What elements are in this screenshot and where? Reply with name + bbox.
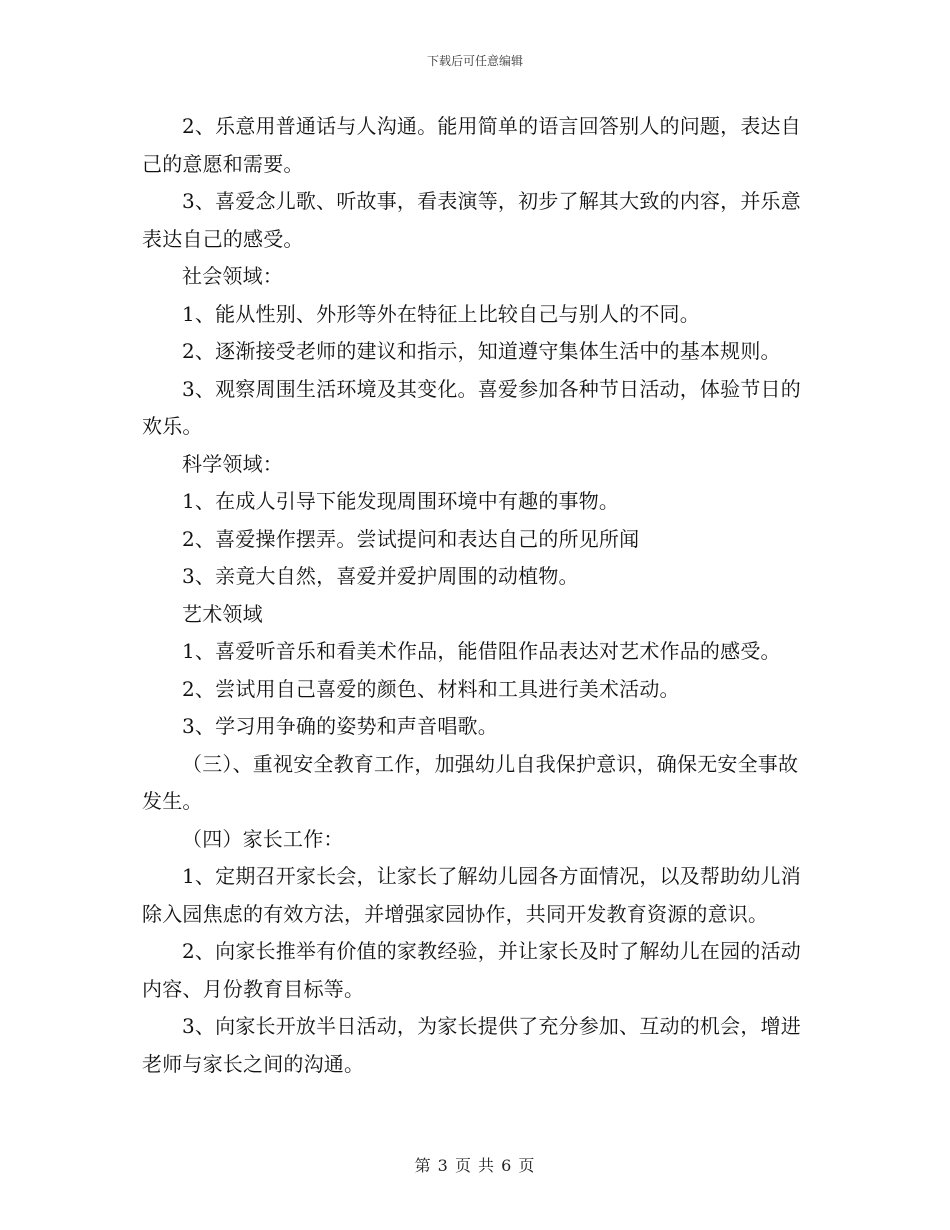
paragraph: 3、观察周围生活环境及其变化。喜爱参加各种节日活动，体验节日的欢乐。 [142,376,801,438]
paragraph: 3、喜爱念儿歌、听故事，看表演等，初步了解其大致的内容，并乐意表达自己的感受。 [142,189,801,251]
paragraph: 2、逐渐接受老师的建议和指示，知道遵守集体生活中的基本规则。 [182,339,781,363]
paragraph: 2、喜爱操作摆弄。尝试提问和表达自己的所见所闻 [182,526,640,551]
paragraph: 2、向家长推举有价值的家教经验，并让家长及时了解幼儿在园的活动内容、月份教育目标等。 [142,939,801,1001]
paragraph: 3、向家长开放半日活动，为家长提供了充分参加、互动的机会，增进老师与家长之间的沟通。 [142,1014,801,1076]
paragraph: 1、定期召开家长会，让家长了解幼儿园各方面情况，以及帮助幼儿消除入园焦虑的有效方法，并增强家园协作，共同开发教育资源的意识。 [142,864,801,926]
paragraph: 2、乐意用普通话与人沟通。能用简单的语言回答别人的问题，表达自己的意愿和需要。 [142,114,801,176]
document-body [142,108,812,1083]
page-number-footer: 第 3 页 共 6 页 [414,1156,536,1175]
section-heading-art: 艺术领域 [182,601,263,626]
page-header-note: 下载后可任意编辑 [426,54,523,68]
paragraph: 1、喜爱听音乐和看美术作品，能借阻作品表达对艺术作品的感受。 [182,639,781,663]
section-heading-social: 社会领域： [182,264,283,288]
section-heading-parents: （四）家长工作： [182,826,344,851]
paragraph: 2、尝试用自己喜爱的颜色、材料和工具进行美术活动。 [182,676,680,701]
paragraph: 1、在成人引导下能发现周围环境中有趣的事物。 [182,489,620,513]
section-heading-science: 科学领域： [182,451,283,476]
paragraph: 3、学习用争确的姿势和声音唱歌。 [182,714,498,738]
paragraph: 1、能从性别、外形等外在特征上比较自己与别人的不同。 [182,301,700,326]
section-heading-safety: （三）、重视安全教育工作，加强幼儿自我保护意识，确保无安全事故发生。 [142,751,799,813]
paragraph: 3、亲竟大自然，喜爱并爱护周围的动植物。 [182,564,579,588]
